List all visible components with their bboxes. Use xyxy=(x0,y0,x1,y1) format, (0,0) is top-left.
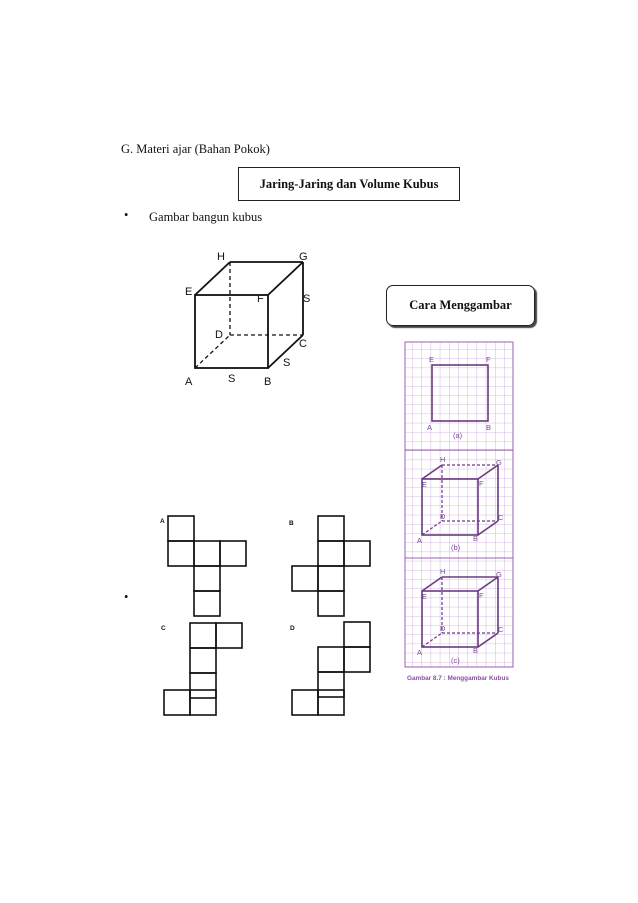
net-label-d: D xyxy=(290,625,295,632)
cube-label-A: A xyxy=(185,376,193,388)
title-box xyxy=(238,167,460,201)
panel-a-label: B xyxy=(486,423,492,432)
net-c xyxy=(164,623,242,715)
cube-diagram xyxy=(175,245,325,390)
side-box xyxy=(386,285,535,326)
net-label-a: A xyxy=(160,518,165,525)
panel-b-label: G xyxy=(496,458,502,467)
net-b xyxy=(292,516,370,616)
title-box-text: Jaring-Jaring dan Volume Kubus xyxy=(259,176,439,191)
cube-label-C: C xyxy=(299,338,307,350)
panel-a-label: A xyxy=(427,423,433,432)
panel-b-label: C xyxy=(498,513,504,522)
panel-a-label: E xyxy=(429,355,435,364)
panel-c-label: A xyxy=(417,648,423,657)
cube-label-F: F xyxy=(257,293,264,305)
panel-b-label: E xyxy=(422,480,428,489)
cube-side-label-GC: S xyxy=(303,293,311,305)
cube-nets xyxy=(155,510,385,720)
panel-c-label: D xyxy=(440,624,446,633)
cube-hidden-edge-AD xyxy=(195,335,230,368)
panel-b-label: D xyxy=(440,512,446,521)
panel-c-label: C xyxy=(498,625,504,634)
panel-c-label: F xyxy=(479,591,484,600)
grid-figure-caption: Gambar 8.7 : Menggambar Kubus xyxy=(407,675,509,682)
cube-label-E: E xyxy=(185,286,193,298)
panel-b-label: F xyxy=(479,479,484,488)
panel-b-label: H xyxy=(440,455,446,464)
bullet-marker: • xyxy=(124,590,129,604)
panel-c-label: E xyxy=(422,592,428,601)
panel-c-caption: (c) xyxy=(451,656,460,665)
grid-figure xyxy=(403,340,515,685)
panel-c-label: H xyxy=(440,567,446,576)
net-d xyxy=(292,622,370,715)
cube-label-G: G xyxy=(299,251,308,263)
panel-a-label: F xyxy=(486,355,491,364)
net-label-b: B xyxy=(289,520,294,527)
cube-edge-FG xyxy=(268,262,303,295)
panel-b-label: A xyxy=(417,536,423,545)
panel-c-label: G xyxy=(496,570,502,579)
panel-b-caption: (b) xyxy=(451,543,461,552)
cube-label-B: B xyxy=(264,376,272,388)
panel-b-label: B xyxy=(473,534,479,543)
side-box-text: Cara Menggambar xyxy=(409,298,512,312)
net-label-c: C xyxy=(161,625,166,632)
bullet-marker: • xyxy=(124,208,129,222)
panel-c-label: B xyxy=(473,646,479,655)
section-heading: G. Materi ajar (Bahan Pokok) xyxy=(121,142,270,156)
bullet-text-cube-drawing: Gambar bangun kubus xyxy=(149,210,263,224)
panel-a-caption: (a) xyxy=(453,431,463,440)
cube-side-label-BC: S xyxy=(283,357,291,369)
net-a xyxy=(168,516,246,616)
cube-label-D: D xyxy=(215,329,223,341)
cube-label-H: H xyxy=(217,251,225,263)
cube-edge-EH xyxy=(195,262,230,295)
cube-side-label-AB: S xyxy=(228,373,236,385)
